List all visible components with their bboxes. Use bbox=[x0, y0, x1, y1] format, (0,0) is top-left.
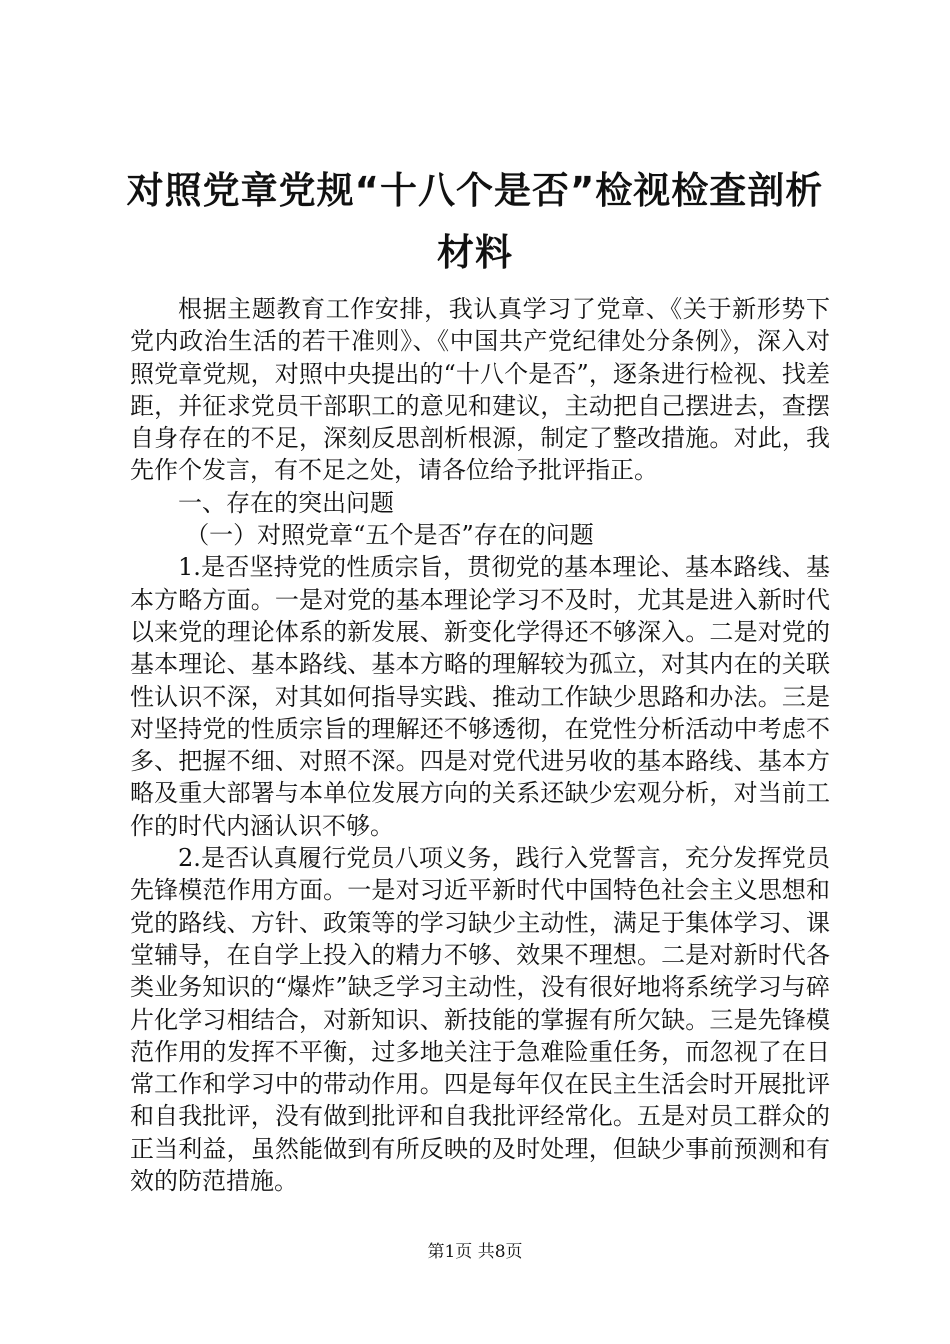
page-number-footer: 第1页 共8页 bbox=[427, 1242, 523, 1262]
body-paragraph-item-2: 2.是否认真履行党员八项义务，践行入党誓言，充分发挥党员先锋模范作用方面。一是对习近平新时代中国特色社会主义思想和党的路线、方针、政策等的学习缺少主动性，满足于集体学习、课堂辅导，在自学上投入的精力不够、效果不理想。二是对新时代各类业务知识的“爆炸”缺乏学习主动性，没有很好地将系统学习与碎片化学习相结合，对新知识、新技能的掌握有所欠缺。三是先锋模范作用的发挥不平衡，过多地关注于急难险重任务，而忽视了在日常工作和学习中的带动作用。四是每年仅在民主生活会时开展批评和自我批评，没有做到批评和自我批评经常化。五是对员工群众的正当利益，虽然能做到有所反映的及时处理，但缺少事前预测和有效的防范措施。 bbox=[130, 844, 830, 1196]
document-title: 对照党章党规“十八个是否”检视检查剖析材料 bbox=[126, 169, 824, 274]
document-body bbox=[130, 293, 830, 1197]
intro-paragraph: 根据主题教育工作安排，我认真学习了党章、《关于新形势下党内政治生活的若干准则》、《中国共产党纪律处分条例》，深入对照党章党规，对照中央提出的“十八个是否”，逐条进行检视、找差距，并征求党员干部职工的意见和建议，主动把自己摆进去，查摆自身存在的不足，深刻反思剖析根源，制定了整改措施。对此，我先作个发言，有不足之处，请各位给予批评指正。 bbox=[130, 295, 830, 485]
section-heading: 一、存在的突出问题 bbox=[178, 488, 394, 517]
body-paragraph-item-1: 1.是否坚持党的性质宗旨，贯彻党的基本理论、基本路线、基本方略方面。一是对党的基本理论学习不及时，尤其是进入新时代以来党的理论体系的新发展、新变化学得还不够深入。二是对党的基本理论、基本路线、基本方略的理解较为孤立，对其内在的关联性认识不深，对其如何指导实践、推动工作缺少思路和办法。三是对坚持党的性质宗旨的理解还不够透彻，在党性分析活动中考虑不多、把握不细、对照不深。四是对党代进另收的基本路线、基本方略及重大部署与本单位发展方向的关系还缺少宏观分析，对当前工作的时代内涵认识不够。 bbox=[130, 553, 830, 840]
subsection-heading: （一）对照党章“五个是否”存在的问题 bbox=[185, 521, 594, 550]
